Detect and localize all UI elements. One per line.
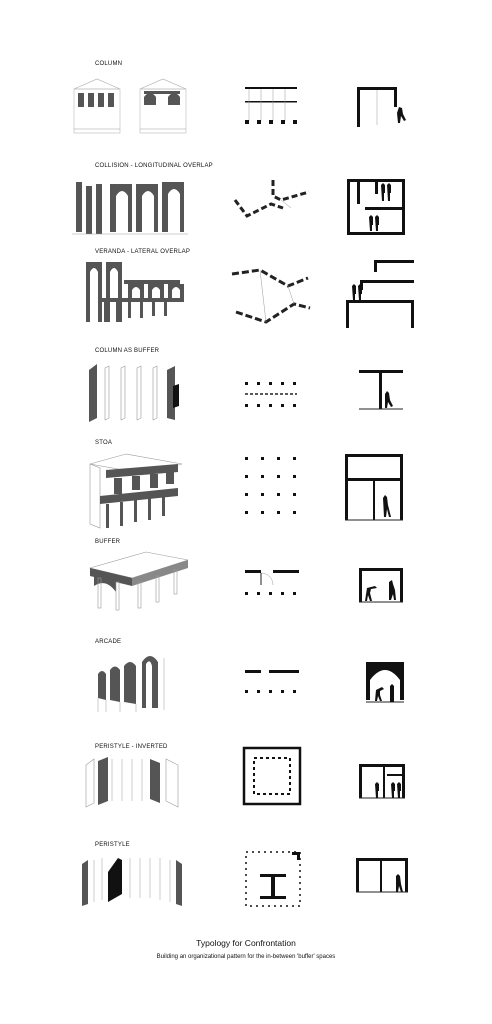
row-label-collision: COLLISION - LONGITUDINAL OVERLAP [95, 163, 213, 169]
row-label-peristyle-inverted: PERISTYLE - INVERTED [95, 744, 168, 750]
veranda-axonometric [80, 258, 190, 326]
buffer-section [357, 566, 407, 606]
caption-title: Typology for Confrontation [196, 938, 296, 948]
stoa-plan [245, 455, 301, 515]
row-label-stoa: STOA [95, 440, 113, 446]
caption-subtitle: Building an organizational pattern for the in-between 'buffer' spaces [156, 954, 336, 960]
column-as-buffer-section [357, 368, 407, 412]
stoa-axonometric [86, 452, 186, 532]
peristyle-axonometric [78, 850, 186, 906]
collision-axonometric [70, 176, 190, 238]
row-label-peristyle: PERISTYLE [95, 842, 130, 848]
peristyle-inverted-plan [242, 746, 304, 808]
arcade-axonometric [94, 650, 174, 714]
column-plan [245, 85, 301, 127]
veranda-section [344, 256, 416, 330]
row-label-column: COLUMN [95, 61, 123, 67]
row-label-column-as-buffer: COLUMN AS BUFFER [95, 348, 160, 354]
peristyle-inverted-axonometric [82, 753, 182, 809]
row-label-buffer: BUFFER [95, 539, 121, 545]
stoa-section [343, 452, 407, 522]
veranda-plan [230, 268, 312, 324]
arcade-plan [245, 668, 301, 696]
collision-plan [233, 178, 313, 236]
buffer-axonometric [86, 548, 192, 612]
arcade-section [364, 660, 410, 706]
peristyle-section [354, 856, 412, 896]
row-label-arcade: ARCADE [95, 639, 122, 645]
peristyle-plan [244, 850, 304, 910]
column-as-buffer-plan [245, 378, 301, 410]
peristyle-inverted-section [357, 762, 409, 802]
column-axonometric [70, 75, 190, 137]
column-section [357, 85, 407, 131]
column-as-buffer-axonometric [85, 362, 185, 424]
collision-section [345, 177, 411, 237]
row-label-veranda: VERANDA - LATERAL OVERLAP [95, 249, 191, 255]
buffer-plan [245, 568, 301, 598]
